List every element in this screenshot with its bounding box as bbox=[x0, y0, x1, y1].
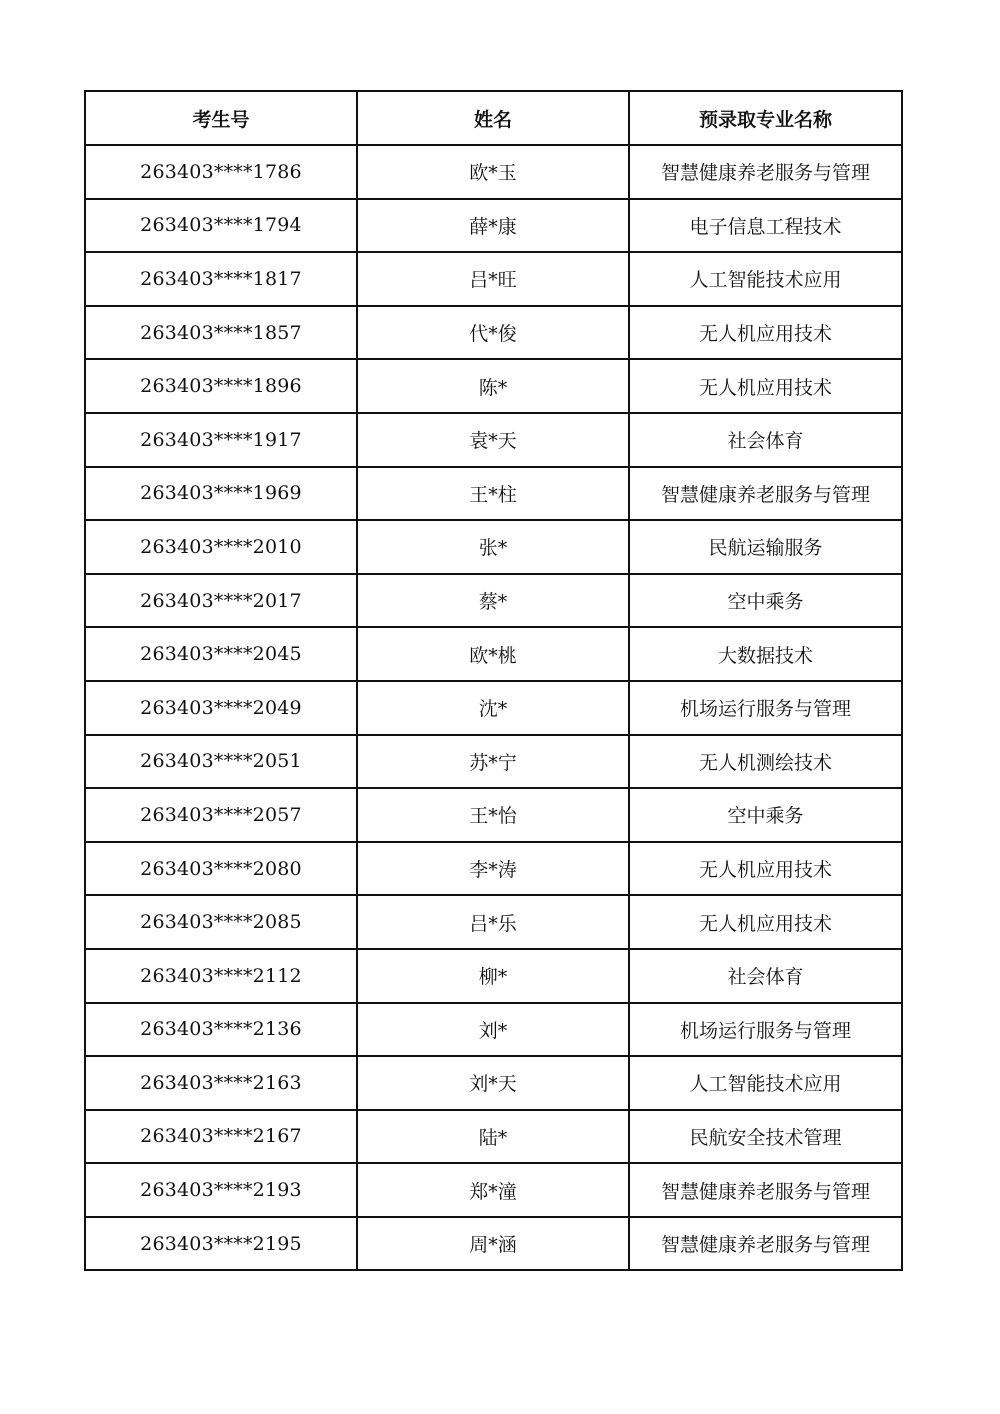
name-cell: 吕*旺 bbox=[357, 252, 629, 306]
candidate-id-cell: 263403****1786 bbox=[85, 145, 357, 199]
header-name: 姓名 bbox=[357, 91, 629, 145]
name-cell: 王*怡 bbox=[357, 788, 629, 842]
table-row bbox=[85, 1163, 902, 1217]
candidate-id-cell: 263403****2136 bbox=[85, 1003, 357, 1057]
candidate-id-cell: 263403****1969 bbox=[85, 467, 357, 521]
candidate-id-cell: 263403****2195 bbox=[85, 1217, 357, 1271]
candidate-id-cell: 263403****2049 bbox=[85, 681, 357, 735]
table-row bbox=[85, 1003, 902, 1057]
table-row bbox=[85, 788, 902, 842]
table-header bbox=[85, 91, 902, 145]
major-cell: 社会体育 bbox=[629, 413, 902, 467]
major-cell: 无人机测绘技术 bbox=[629, 735, 902, 789]
major-cell: 民航安全技术管理 bbox=[629, 1110, 902, 1164]
name-cell: 沈* bbox=[357, 681, 629, 735]
name-cell: 王*柱 bbox=[357, 467, 629, 521]
table-row bbox=[85, 520, 902, 574]
major-cell: 机场运行服务与管理 bbox=[629, 681, 902, 735]
name-cell: 张* bbox=[357, 520, 629, 574]
name-cell: 蔡* bbox=[357, 574, 629, 628]
candidate-id-cell: 263403****2193 bbox=[85, 1163, 357, 1217]
major-cell: 智慧健康养老服务与管理 bbox=[629, 1217, 902, 1271]
candidate-id-cell: 263403****2045 bbox=[85, 627, 357, 681]
header-candidate-id: 考生号 bbox=[85, 91, 357, 145]
table-row bbox=[85, 306, 902, 360]
name-cell: 郑*潼 bbox=[357, 1163, 629, 1217]
table-row bbox=[85, 252, 902, 306]
major-cell: 空中乘务 bbox=[629, 788, 902, 842]
candidate-id-cell: 263403****2112 bbox=[85, 949, 357, 1003]
table-row bbox=[85, 199, 902, 253]
name-cell: 刘*天 bbox=[357, 1056, 629, 1110]
major-cell: 社会体育 bbox=[629, 949, 902, 1003]
candidate-id-cell: 263403****2051 bbox=[85, 735, 357, 789]
candidate-id-cell: 263403****2085 bbox=[85, 895, 357, 949]
table-row bbox=[85, 895, 902, 949]
name-cell: 吕*乐 bbox=[357, 895, 629, 949]
major-cell: 智慧健康养老服务与管理 bbox=[629, 1163, 902, 1217]
table-row bbox=[85, 1110, 902, 1164]
major-cell: 无人机应用技术 bbox=[629, 842, 902, 896]
candidate-id-cell: 263403****1817 bbox=[85, 252, 357, 306]
name-cell: 刘* bbox=[357, 1003, 629, 1057]
name-cell: 柳* bbox=[357, 949, 629, 1003]
name-cell: 陈* bbox=[357, 359, 629, 413]
candidate-id-cell: 263403****2010 bbox=[85, 520, 357, 574]
major-cell: 无人机应用技术 bbox=[629, 306, 902, 360]
name-cell: 薛*康 bbox=[357, 199, 629, 253]
name-cell: 周*涵 bbox=[357, 1217, 629, 1271]
name-cell: 欧*桃 bbox=[357, 627, 629, 681]
table-row bbox=[85, 949, 902, 1003]
major-cell: 民航运输服务 bbox=[629, 520, 902, 574]
name-cell: 苏*宁 bbox=[357, 735, 629, 789]
admission-table bbox=[84, 90, 903, 1271]
table-row bbox=[85, 467, 902, 521]
major-cell: 无人机应用技术 bbox=[629, 895, 902, 949]
name-cell: 袁*天 bbox=[357, 413, 629, 467]
major-cell: 智慧健康养老服务与管理 bbox=[629, 145, 902, 199]
major-cell: 机场运行服务与管理 bbox=[629, 1003, 902, 1057]
table-row bbox=[85, 413, 902, 467]
candidate-id-cell: 263403****2057 bbox=[85, 788, 357, 842]
candidate-id-cell: 263403****1917 bbox=[85, 413, 357, 467]
major-cell: 大数据技术 bbox=[629, 627, 902, 681]
table-row bbox=[85, 574, 902, 628]
table-row bbox=[85, 735, 902, 789]
table-row bbox=[85, 145, 902, 199]
major-cell: 智慧健康养老服务与管理 bbox=[629, 467, 902, 521]
table-body bbox=[85, 145, 902, 1270]
candidate-id-cell: 263403****1896 bbox=[85, 359, 357, 413]
name-cell: 李*涛 bbox=[357, 842, 629, 896]
candidate-id-cell: 263403****1857 bbox=[85, 306, 357, 360]
major-cell: 无人机应用技术 bbox=[629, 359, 902, 413]
candidate-id-cell: 263403****2167 bbox=[85, 1110, 357, 1164]
major-cell: 电子信息工程技术 bbox=[629, 199, 902, 253]
header-major: 预录取专业名称 bbox=[629, 91, 902, 145]
major-cell: 人工智能技术应用 bbox=[629, 252, 902, 306]
table-row bbox=[85, 681, 902, 735]
candidate-id-cell: 263403****2163 bbox=[85, 1056, 357, 1110]
table-row bbox=[85, 842, 902, 896]
major-cell: 人工智能技术应用 bbox=[629, 1056, 902, 1110]
name-cell: 欧*玉 bbox=[357, 145, 629, 199]
table-row bbox=[85, 627, 902, 681]
table-row bbox=[85, 1056, 902, 1110]
major-cell: 空中乘务 bbox=[629, 574, 902, 628]
name-cell: 陆* bbox=[357, 1110, 629, 1164]
name-cell: 代*俊 bbox=[357, 306, 629, 360]
table-row bbox=[85, 1217, 902, 1271]
header-row bbox=[85, 91, 902, 145]
candidate-id-cell: 263403****2080 bbox=[85, 842, 357, 896]
candidate-id-cell: 263403****2017 bbox=[85, 574, 357, 628]
candidate-id-cell: 263403****1794 bbox=[85, 199, 357, 253]
table-row bbox=[85, 359, 902, 413]
